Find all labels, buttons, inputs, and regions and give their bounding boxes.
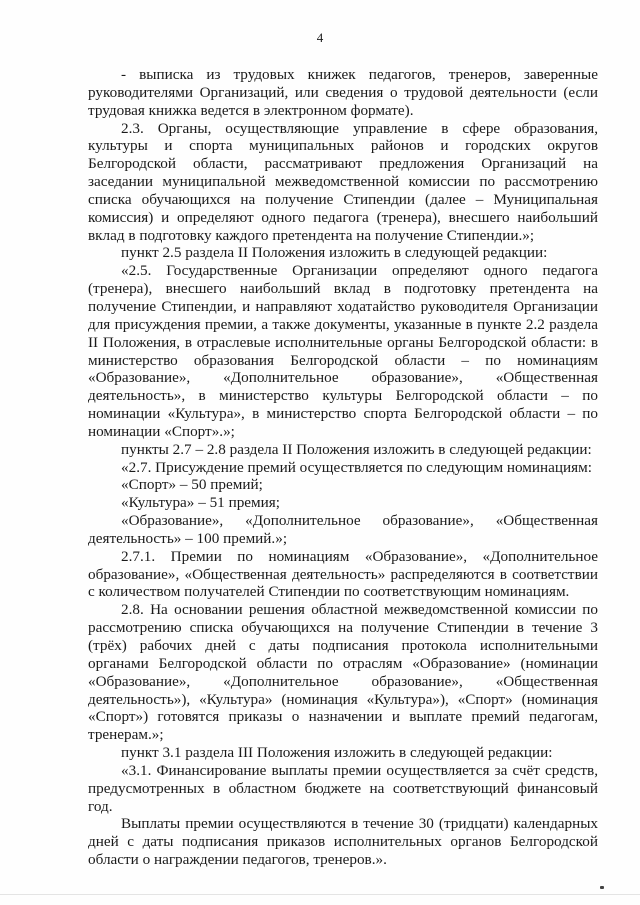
paragraph-2-5: «2.5. Государственные Организации определяют одного педагога (тренера), внесшего наибольший вклад в подготовку претендента на получение Стипендии, и направляют ходатайство руководителя Организации для присуждения премии, а также документы, указанные в пункте 2.2 раздела II Положения, в отраслевые исполнительные органы Белгородской области: в министерство образования Белгородской области – по номинациям «Образование», «Дополнительное образование», «Общественная деятельность», в министерство культуры Белгородской области – по номинации «Культура», в министерство спорта Белгородской области – по номинации «Спорт».»; [88,262,598,440]
document-body [88,66,598,869]
page-number: 4 [316,30,324,45]
paragraph-culture: «Культура» – 51 премия; [121,494,280,512]
paragraph-employment-records: - выписка из трудовых книжек педагогов, тренеров, заверенные руководителями Организаций, или сведения о трудовой деятельности (если трудовая книжка ведется в электронном формате). [88,66,598,119]
paragraph-2-8: 2.8. На основании решения областной межведомственной комиссии по рассмотрению списка обучающихся на получение Стипендии в течение 3 (трёх) рабочих дней с даты подписания протокола исполнительными органами Белгородской области по отраслям «Образование» (номинации «Образование», «Дополнительное образование», «Общественная деятельность»), «Культура» (номинация «Культура»), «Спорт» (номинация «Спорт») готовятся приказы о назначении и выплате премий педагогам, тренерам.»; [88,601,598,744]
paragraph-payment-terms: Выплаты премии осуществляются в течение 30 (тридцати) календарных дней с даты подписания приказов исполнительных органов Белгородской области о награждении педагогов, тренеров.». [88,815,598,869]
scan-edge-line [0,894,640,895]
paragraph-amend-2-7-2-8: пункты 2.7 – 2.8 раздела II Положения изложить в следующей редакции: [121,440,592,458]
paragraph-education: «Образование», «Дополнительное образование», «Общественная деятельность» – 100 премий.»; [88,512,598,547]
paragraph-2-3: 2.3. Органы, осуществляющие управление в сфере образования, культуры и спорта муниципальных районов и городских округов Белгородской области, рассматривают предложения Организаций на заседании муниципальной межведомственной комиссии по рассмотрению списка обучающихся на получение Стипендии (далее – Муниципальная комиссия) и определяют одного педагога (тренера), внесшего наибольший вклад в подготовку каждого претендента на получение Стипендии.»; [88,119,598,244]
scan-mark [600,886,604,889]
paragraph-amend-2-5: пункт 2.5 раздела II Положения изложить в следующей редакции: [121,244,548,262]
paragraph-2-7: «2.7. Присуждение премий осуществляется по следующим номинациям: [121,458,592,476]
paragraph-3-1: «3.1. Финансирование выплаты премии осуществляется за счёт средств, предусмотренных в областном бюджете на соответствующий финансовый год. [88,761,598,815]
paragraph-2-7-1: 2.7.1. Премии по номинациям «Образование», «Дополнительное образование», «Общественная деятельность» распределяются в соответствии с количеством получателей Стипендии по соответствующим номинациям. [88,547,598,601]
paragraph-sport: «Спорт» – 50 премий; [121,476,263,494]
paragraph-amend-3-1: пункт 3.1 раздела III Положения изложить в следующей редакции: [121,744,553,762]
